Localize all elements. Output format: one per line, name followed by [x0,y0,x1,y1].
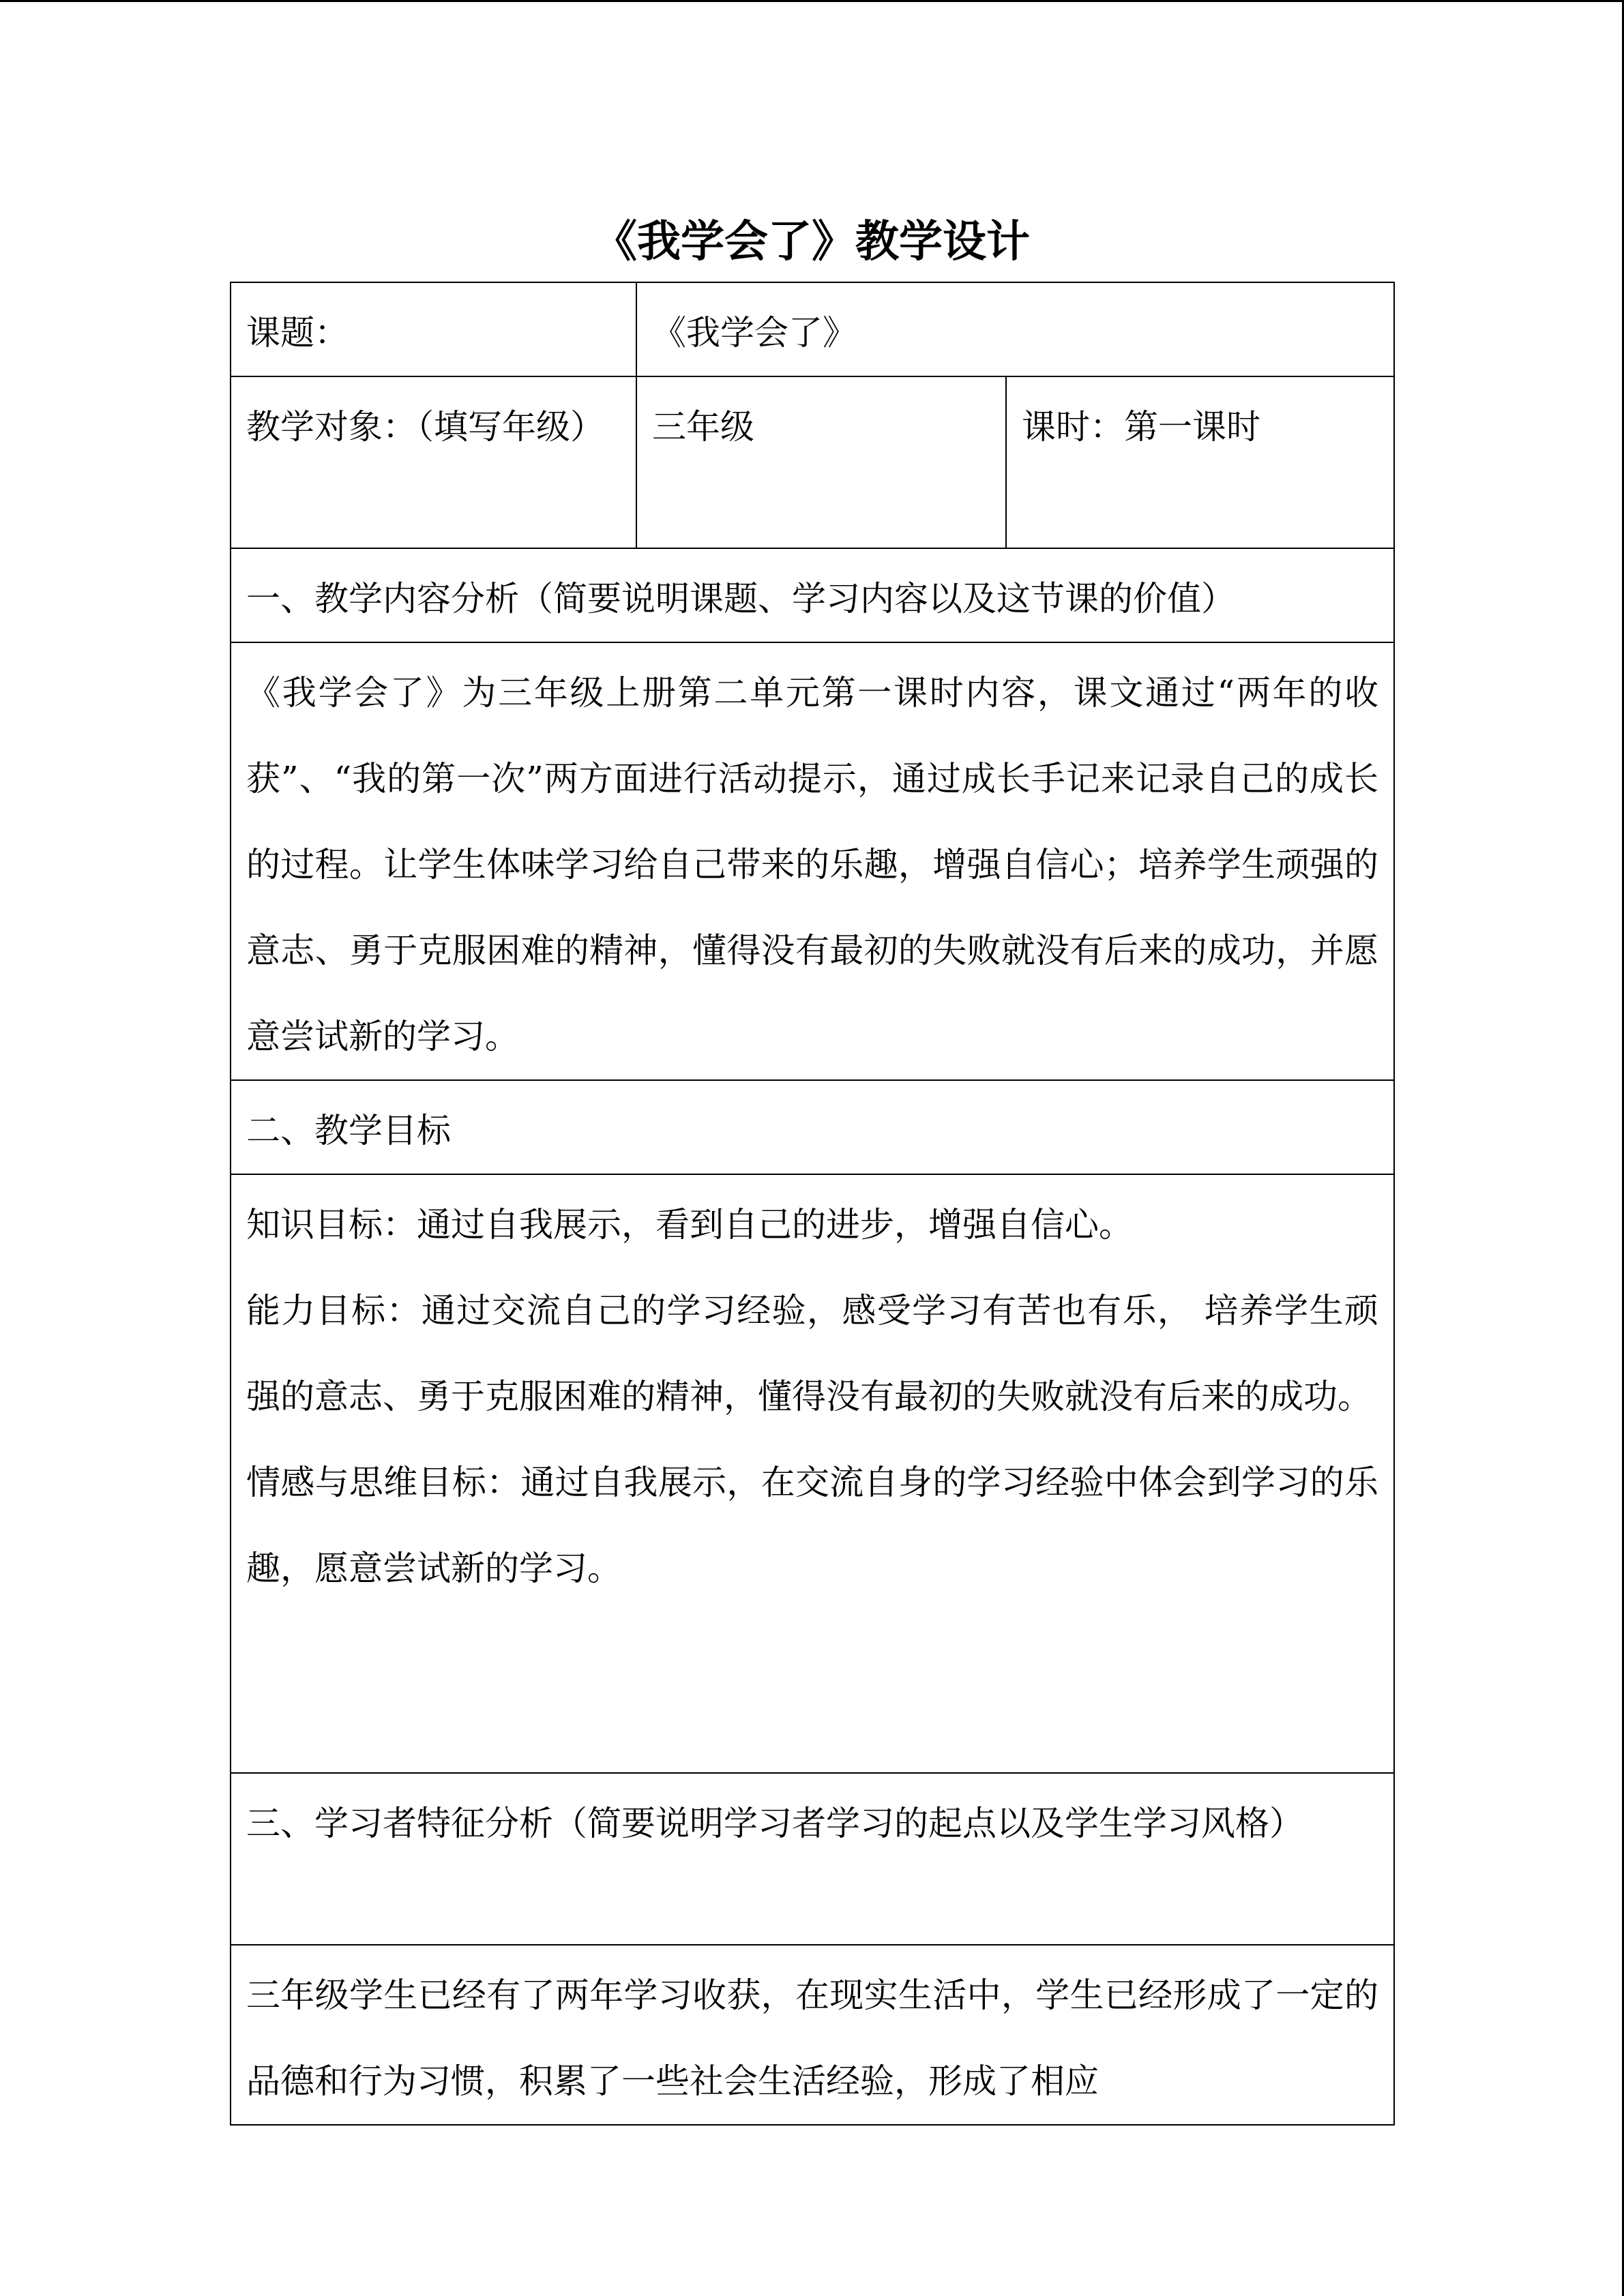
table-row-section1-heading [231,548,1394,642]
section2-heading: 二、教学目标 [246,1111,451,1150]
table-row-audience [231,376,1394,548]
section1-heading-cell [231,548,1394,642]
table-row-section3-body [231,1945,1394,2125]
section2-body-cell [231,1174,1394,1773]
section2-heading-cell [231,1080,1394,1174]
table-row-section3-heading [231,1773,1394,1945]
table-row-section2-heading [231,1080,1394,1174]
page-border-top [0,0,1624,2]
period-cell [1006,376,1394,548]
emotion-goal: 情感与思维目标：通过自我展示，在交流自身的学习经验中体会到学习的乐趣，愿意尝试新的学习。 [246,1463,1378,1588]
table-row-topic [231,282,1394,376]
topic-value-cell [636,282,1394,376]
section3-body: 三年级学生已经有了两年学习收获，在现实生活中，学生已经形成了一定的品德和行为习惯，积累了一些社会生活经验，形成了相应 [246,1976,1378,2101]
table-row-section2-body [231,1174,1394,1773]
lesson-design-table [230,282,1395,2126]
ability-goal: 能力目标：通过交流自己的学习经验，感受学习有苦也有乐， 培养学生顽强的意志、勇于克服困难的精神，懂得没有最初的失败就没有后来的成功。 [246,1291,1378,1416]
audience-label-cell [231,376,636,548]
topic-label-cell [231,282,636,376]
document-title: 《我学会了》教学设计 [593,216,1030,267]
section3-body-cell [231,1945,1394,2125]
table-row-section1-body [231,642,1394,1080]
topic-label: 课题： [246,313,349,353]
section3-heading-cell [231,1773,1394,1945]
knowledge-goal: 知识目标：通过自我展示，看到自己的进步，增强自信心。 [246,1205,1133,1244]
grade-value: 三年级 [652,407,754,447]
section1-body: 《我学会了》为三年级上册第二单元第一课时内容，课文通过“两年的收获”、“我的第一次”两方面进行活动提示，通过成长手记来记录自己的成长的过程。让学生体味学习给自己带来的乐趣，增强自信心；培养学生顽强的意志、勇于克服困难的精神，懂得没有最初的失败就没有后来的成功，并愿意尝试新的学习。 [246,673,1378,1056]
period-value: 课时：第一课时 [1022,407,1260,447]
section3-heading: 三、学习者特征分析（简要说明学习者学习的起点以及学生学习风格） [246,1804,1303,1843]
topic-value: 《我学会了》 [652,313,857,353]
grade-cell [636,376,1006,548]
audience-label: 教学对象：（填写年级） [246,407,604,447]
section1-body-cell [231,642,1394,1080]
section1-heading: 一、教学内容分析（简要说明课题、学习内容以及这节课的价值） [246,579,1235,618]
